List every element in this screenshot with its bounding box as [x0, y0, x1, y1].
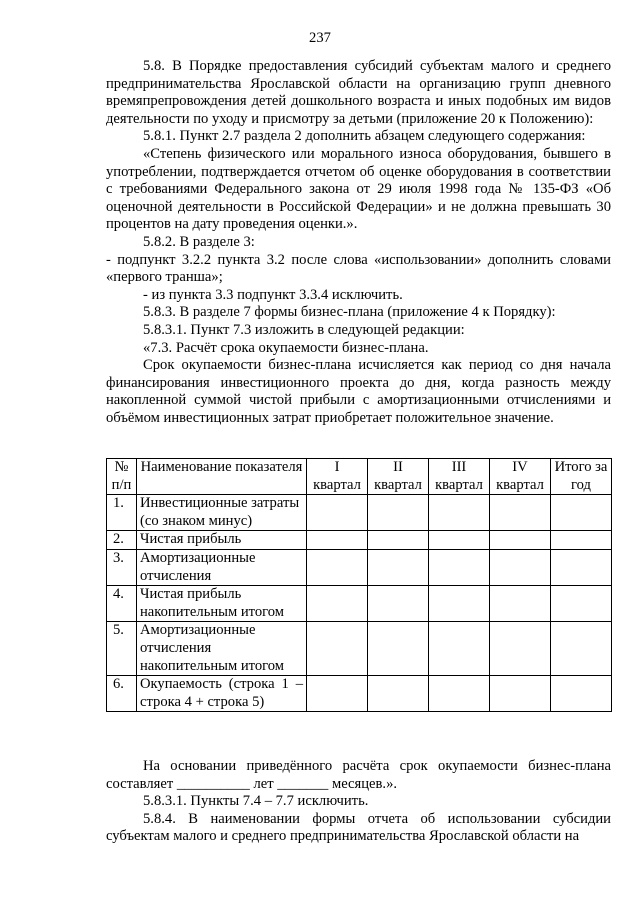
paragraph-5-8-2: 5.8.2. В разделе 3:	[143, 233, 255, 250]
row-name: Амортизационные отчисления накопительным итогом	[137, 622, 307, 676]
cell-q4	[490, 531, 551, 550]
document-body	[106, 58, 611, 427]
cell-q1	[307, 676, 368, 712]
cell-q3	[429, 531, 490, 550]
row-name: Амортизационные отчисления	[137, 549, 307, 585]
paragraph-quote-wear: «Степень физического или морального износа оборудования, бывшего в употреблении, подтверждается отчетом об оценке оборудования в соответствии с требованиями Федерального закона от 29 июля 1998 года № 135-ФЗ «Об оценочной деятельности в Российской Федерации» и не должна превышать 30 процентов на дату проведения оценки.».	[106, 145, 611, 233]
header-q4: IV квартал	[490, 459, 551, 495]
cell-total	[551, 531, 612, 550]
cell-q4	[490, 495, 551, 531]
cell-q2	[368, 586, 429, 622]
cell-total	[551, 495, 612, 531]
row-name: Окупаемость (строка 1 – строка 4 + строка 5)	[137, 676, 307, 712]
document-body-after-table	[106, 758, 611, 846]
cell-q4	[490, 586, 551, 622]
cell-q1	[307, 549, 368, 585]
cell-q2	[368, 531, 429, 550]
cell-q4	[490, 676, 551, 712]
paragraph-7-3: «7.3. Расчёт срока окупаемости бизнес-плана.	[143, 339, 429, 356]
cell-q4	[490, 622, 551, 676]
payback-table	[106, 458, 612, 712]
cell-q2	[368, 549, 429, 585]
paragraph-5-8: 5.8. В Порядке предоставления субсидий субъектам малого и среднего предпринимательства Ярославской области на организацию групп дневного времяпрепровождения детей дошкольного возраста и иных подобных им видов деятельности по уходу и присмотру за детьми (приложение 20 к Положению):	[106, 58, 611, 127]
paragraph-payback-definition: Срок окупаемости бизнес-плана исчисляется как период со дня начала финансирования инвестиционного проекта до дня, когда разность между накопленной суммой чистой прибыли с амортизационными отчислениями и объёмом инвестиционных затрат приобретает положительное значение.	[106, 357, 611, 426]
row-num: 4.	[107, 586, 137, 622]
table-header-row	[107, 459, 612, 495]
table-row	[107, 495, 612, 531]
cell-q1	[307, 531, 368, 550]
page-number: 237	[309, 30, 331, 46]
cell-q3	[429, 549, 490, 585]
cell-total	[551, 549, 612, 585]
cell-q2	[368, 622, 429, 676]
cell-total	[551, 676, 612, 712]
table-row	[107, 549, 612, 585]
table-row	[107, 531, 612, 550]
row-num: 3.	[107, 549, 137, 585]
header-name: Наименование показателя	[137, 459, 307, 495]
cell-q3	[429, 495, 490, 531]
cell-total	[551, 622, 612, 676]
table-row	[107, 622, 612, 676]
cell-q3	[429, 586, 490, 622]
cell-q2	[368, 676, 429, 712]
paragraph-subpoint-3-3-4: - из пункта 3.3 подпункт 3.3.4 исключить.	[143, 286, 403, 303]
cell-q1	[307, 586, 368, 622]
row-name: Чистая прибыль накопительным итогом	[137, 586, 307, 622]
paragraph-5-8-4: 5.8.4. В наименовании формы отчета об использовании субсидии субъектам малого и среднего предпринимательства Ярославской области на	[106, 810, 611, 845]
paragraph-payback-result: На основании приведённого расчёта срок окупаемости бизнес-плана составляет __________ лет _______ месяцев.».	[106, 758, 611, 792]
table-row	[107, 676, 612, 712]
paragraph-subpoint-3-2-2: - подпункт 3.2.2 пункта 3.2 после слова «использовании» дополнить словами «первого транша»;	[106, 251, 611, 286]
row-name: Инвестиционные затраты (со знаком минус)	[137, 495, 307, 531]
header-num: № п/п	[107, 459, 137, 495]
cell-q2	[368, 495, 429, 531]
header-q3: III квартал	[429, 459, 490, 495]
row-num: 2.	[107, 531, 137, 550]
paragraph-5-8-3-1: 5.8.3.1. Пункт 7.3 изложить в следующей редакции:	[143, 321, 465, 338]
row-num: 6.	[107, 676, 137, 712]
table-row	[107, 586, 612, 622]
row-name: Чистая прибыль	[137, 531, 307, 550]
cell-q3	[429, 622, 490, 676]
paragraph-5-8-1: 5.8.1. Пункт 2.7 раздела 2 дополнить абзацем следующего содержания:	[143, 128, 586, 145]
row-num: 5.	[107, 622, 137, 676]
header-q2: II квартал	[368, 459, 429, 495]
cell-q1	[307, 495, 368, 531]
header-q1: I квартал	[307, 459, 368, 495]
paragraph-5-8-3-1-exclude: 5.8.3.1. Пункты 7.4 – 7.7 исключить.	[143, 793, 369, 810]
cell-total	[551, 586, 612, 622]
cell-q3	[429, 676, 490, 712]
header-total: Итого за год	[551, 459, 612, 495]
row-num: 1.	[107, 495, 137, 531]
cell-q4	[490, 549, 551, 585]
cell-q1	[307, 622, 368, 676]
paragraph-5-8-3: 5.8.3. В разделе 7 формы бизнес-плана (приложение 4 к Порядку):	[143, 304, 556, 321]
